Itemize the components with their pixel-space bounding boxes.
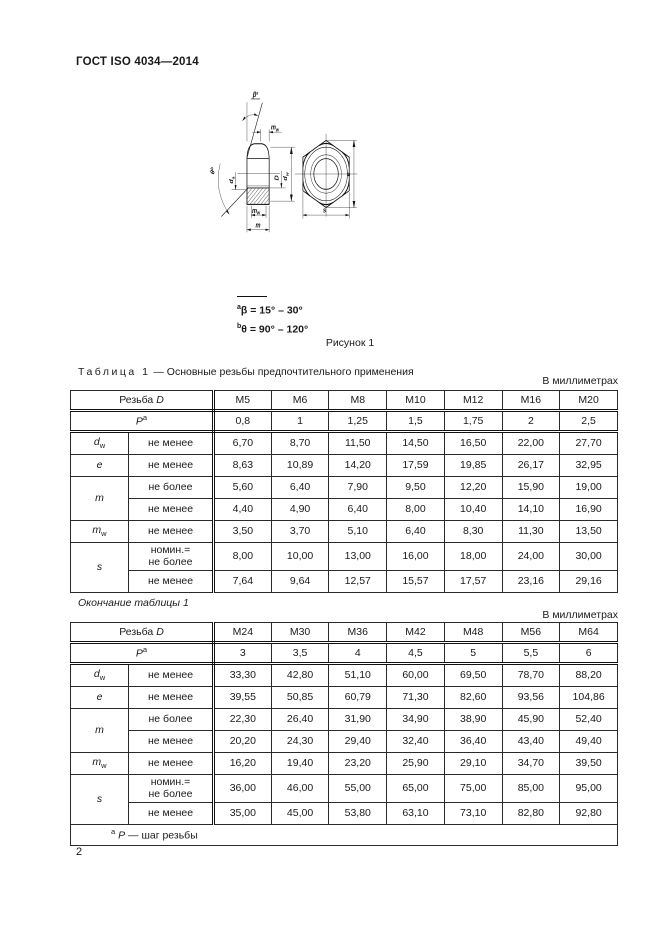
label-D: D [274, 175, 281, 181]
value-cell: 19,00 [560, 477, 618, 499]
table-row [71, 802, 618, 824]
value-cell: 36,00 [214, 775, 272, 803]
label-e: e [345, 172, 353, 177]
table-1 [70, 390, 618, 593]
value-cell: 42,80 [271, 664, 329, 687]
value-cell: 3,50 [214, 521, 272, 543]
size-header-cell: M20 [560, 391, 618, 411]
value-cell: 29,16 [560, 570, 618, 592]
pitch-header-cell: $P^a$ [71, 643, 214, 664]
value-cell: 88,20 [560, 664, 618, 687]
value-cell: 50,85 [271, 687, 329, 709]
value-cell: 29,40 [329, 731, 387, 753]
condition-cell: не менее [129, 455, 214, 477]
table2-units: В миллиметрах [542, 609, 618, 621]
value-cell: 10,89 [271, 455, 329, 477]
footnote-separator [237, 296, 267, 297]
value-cell: 51,10 [329, 664, 387, 687]
value-cell: 43,40 [502, 731, 560, 753]
value-cell: 17,59 [387, 455, 445, 477]
param-cell: $m_w$ [71, 521, 129, 543]
value-cell: 12,57 [329, 570, 387, 592]
table-row [71, 570, 618, 592]
label-s: s [323, 207, 327, 215]
condition-cell: не менее [129, 687, 214, 709]
value-cell: 11,50 [329, 432, 387, 455]
pitch-value-cell: 3,5 [271, 643, 329, 664]
value-cell: 16,00 [387, 543, 445, 571]
value-cell: 30,00 [560, 543, 618, 571]
value-cell: 10,40 [444, 499, 502, 521]
param-cell: e [71, 455, 129, 477]
table-row [71, 521, 618, 543]
value-cell: 6,40 [387, 521, 445, 543]
pitch-value-cell: 4,5 [387, 643, 445, 664]
value-cell: 29,10 [444, 753, 502, 775]
param-cell: e [71, 687, 129, 709]
size-header-cell: M12 [444, 391, 502, 411]
value-cell: 52,40 [560, 709, 618, 731]
value-cell: 13,50 [560, 521, 618, 543]
table-row [71, 432, 618, 455]
condition-cell: не более [129, 477, 214, 499]
param-cell: m [71, 709, 129, 753]
value-cell: 60,79 [329, 687, 387, 709]
table-row [71, 477, 618, 499]
figure-note: $^a$β = 15° – 30° [237, 304, 303, 317]
param-cell: $m_w$ [71, 753, 129, 775]
value-cell: 34,70 [502, 753, 560, 775]
value-cell: 23,20 [329, 753, 387, 775]
value-cell: 15,57 [387, 570, 445, 592]
value-cell: 53,80 [329, 802, 387, 824]
condition-cell: номин.= не более [129, 543, 214, 571]
pitch-header-cell: $P^a$ [71, 411, 214, 432]
param-cell: s [71, 775, 129, 825]
value-cell: 12,20 [444, 477, 502, 499]
value-cell: 8,63 [214, 455, 272, 477]
condition-cell: не более [129, 709, 214, 731]
label-da: $d_a$ [228, 176, 236, 184]
condition-cell: не менее [129, 753, 214, 775]
value-cell: 35,00 [214, 802, 272, 824]
value-cell: 104,86 [560, 687, 618, 709]
value-cell: 4,90 [271, 499, 329, 521]
value-cell: 23,16 [502, 570, 560, 592]
value-cell: 26,17 [502, 455, 560, 477]
thread-header-cell: Резьба D [71, 391, 214, 411]
value-cell: 92,80 [560, 802, 618, 824]
standard-number: ГОСТ ISO 4034—2014 [76, 56, 199, 68]
value-cell: 39,50 [560, 753, 618, 775]
value-cell: 3,70 [271, 521, 329, 543]
table-row [71, 455, 618, 477]
value-cell: 8,00 [214, 543, 272, 571]
value-cell: 78,70 [502, 664, 560, 687]
figure-caption: Рисунок 1 [325, 337, 375, 349]
param-cell: m [71, 477, 129, 521]
pitch-value-cell: 2,5 [560, 411, 618, 432]
table-2 [70, 622, 618, 846]
table-row [71, 775, 618, 803]
value-cell: 33,30 [214, 664, 272, 687]
value-cell: 7,64 [214, 570, 272, 592]
size-header-cell: M36 [329, 623, 387, 643]
pitch-value-cell: 6 [560, 643, 618, 664]
condition-cell: номин.= не более [129, 775, 214, 803]
label-mw-bottom: $m_w$ [251, 207, 261, 216]
value-cell: 7,90 [329, 477, 387, 499]
label-theta: $\theta^b$ [209, 166, 217, 176]
value-cell: 82,60 [444, 687, 502, 709]
value-cell: 5,10 [329, 521, 387, 543]
page-number: 2 [76, 846, 83, 858]
value-cell: 60,00 [387, 664, 445, 687]
value-cell: 18,00 [444, 543, 502, 571]
value-cell: 27,70 [560, 432, 618, 455]
value-cell: 65,00 [387, 775, 445, 803]
param-cell: $d_w$ [71, 664, 129, 687]
value-cell: 6,40 [271, 477, 329, 499]
size-header-cell: M8 [329, 391, 387, 411]
label-mw-top: $m_w$ [270, 124, 280, 133]
value-cell: 14,50 [387, 432, 445, 455]
value-cell: 9,64 [271, 570, 329, 592]
condition-cell: не менее [129, 802, 214, 824]
value-cell: 22,30 [214, 709, 272, 731]
value-cell: 19,85 [444, 455, 502, 477]
label-beta: $\beta^a$ [252, 90, 259, 100]
value-cell: 45,00 [271, 802, 329, 824]
value-cell: 93,56 [502, 687, 560, 709]
value-cell: 6,70 [214, 432, 272, 455]
value-cell: 31,90 [329, 709, 387, 731]
table-footnote-cell: $^a$ P — шаг резьбы [71, 824, 618, 845]
value-cell: 95,00 [560, 775, 618, 803]
size-header-cell: M48 [444, 623, 502, 643]
value-cell: 38,90 [444, 709, 502, 731]
pitch-row [71, 411, 618, 432]
size-header-cell: M42 [387, 623, 445, 643]
table-row [71, 753, 618, 775]
value-cell: 16,90 [560, 499, 618, 521]
param-cell: s [71, 543, 129, 593]
table-row [71, 709, 618, 731]
label-dw: $d_w$ [282, 172, 290, 181]
pitch-value-cell: 5,5 [502, 643, 560, 664]
value-cell: 55,00 [329, 775, 387, 803]
condition-cell: не менее [129, 499, 214, 521]
value-cell: 17,57 [444, 570, 502, 592]
value-cell: 13,00 [329, 543, 387, 571]
value-cell: 24,30 [271, 731, 329, 753]
value-cell: 8,30 [444, 521, 502, 543]
value-cell: 16,50 [444, 432, 502, 455]
value-cell: 34,90 [387, 709, 445, 731]
pitch-value-cell: 1 [271, 411, 329, 432]
value-cell: 16,20 [214, 753, 272, 775]
size-header-cell: M6 [271, 391, 329, 411]
value-cell: 14,10 [502, 499, 560, 521]
value-cell: 24,00 [502, 543, 560, 571]
value-cell: 63,10 [387, 802, 445, 824]
condition-cell: не менее [129, 570, 214, 592]
table1-units: В миллиметрах [542, 375, 618, 387]
pitch-value-cell: 2 [502, 411, 560, 432]
value-cell: 45,90 [502, 709, 560, 731]
pitch-value-cell: 1,25 [329, 411, 387, 432]
table-row [71, 543, 618, 571]
pitch-row [71, 643, 618, 664]
value-cell: 32,40 [387, 731, 445, 753]
value-cell: 8,00 [387, 499, 445, 521]
table-row [71, 731, 618, 753]
table-footnote-row [71, 824, 618, 845]
value-cell: 4,40 [214, 499, 272, 521]
size-header-cell: M24 [214, 623, 272, 643]
size-header-cell: M56 [502, 623, 560, 643]
value-cell: 8,70 [271, 432, 329, 455]
table-header-row [71, 623, 618, 643]
size-header-cell: M64 [560, 623, 618, 643]
value-cell: 73,10 [444, 802, 502, 824]
condition-cell: не менее [129, 731, 214, 753]
value-cell: 49,40 [560, 731, 618, 753]
value-cell: 14,20 [329, 455, 387, 477]
figure-notes [237, 296, 308, 337]
pitch-value-cell: 3 [214, 643, 272, 664]
condition-cell: не менее [129, 432, 214, 455]
value-cell: 10,00 [271, 543, 329, 571]
value-cell: 71,30 [387, 687, 445, 709]
value-cell: 36,40 [444, 731, 502, 753]
condition-cell: не менее [129, 664, 214, 687]
size-header-cell: M5 [214, 391, 272, 411]
value-cell: 9,50 [387, 477, 445, 499]
value-cell: 82,80 [502, 802, 560, 824]
value-cell: 46,00 [271, 775, 329, 803]
pitch-value-cell: 5 [444, 643, 502, 664]
label-m: m [255, 222, 261, 230]
thread-header-cell: Резьба D [71, 623, 214, 643]
table-header-row [71, 391, 618, 411]
table2-caption: Окончание таблицы 1 [78, 597, 189, 609]
table1-title: — Основные резьбы предпочтительного применения [153, 366, 414, 378]
pitch-value-cell: 1,5 [387, 411, 445, 432]
value-cell: 11,30 [502, 521, 560, 543]
figure-drawing [206, 85, 478, 298]
table-row [71, 687, 618, 709]
section-hatch [247, 188, 269, 204]
value-cell: 85,00 [502, 775, 560, 803]
condition-cell: не менее [129, 521, 214, 543]
value-cell: 20,20 [214, 731, 272, 753]
value-cell: 69,50 [444, 664, 502, 687]
pitch-value-cell: 1,75 [444, 411, 502, 432]
value-cell: 5,60 [214, 477, 272, 499]
table-row [71, 664, 618, 687]
table-row [71, 499, 618, 521]
pitch-value-cell: 4 [329, 643, 387, 664]
table1-label: Таблица 1 [78, 366, 151, 378]
value-cell: 6,40 [329, 499, 387, 521]
value-cell: 25,90 [387, 753, 445, 775]
value-cell: 19,40 [271, 753, 329, 775]
value-cell: 32,95 [560, 455, 618, 477]
size-header-cell: M30 [271, 623, 329, 643]
pitch-value-cell: 0,8 [214, 411, 272, 432]
size-header-cell: M16 [502, 391, 560, 411]
param-cell: $d_w$ [71, 432, 129, 455]
value-cell: 22,00 [502, 432, 560, 455]
value-cell: 26,40 [271, 709, 329, 731]
value-cell: 39,55 [214, 687, 272, 709]
figure-note: $^b$θ = 90° – 120° [237, 322, 309, 335]
value-cell: 15,90 [502, 477, 560, 499]
value-cell: 75,00 [444, 775, 502, 803]
size-header-cell: M10 [387, 391, 445, 411]
